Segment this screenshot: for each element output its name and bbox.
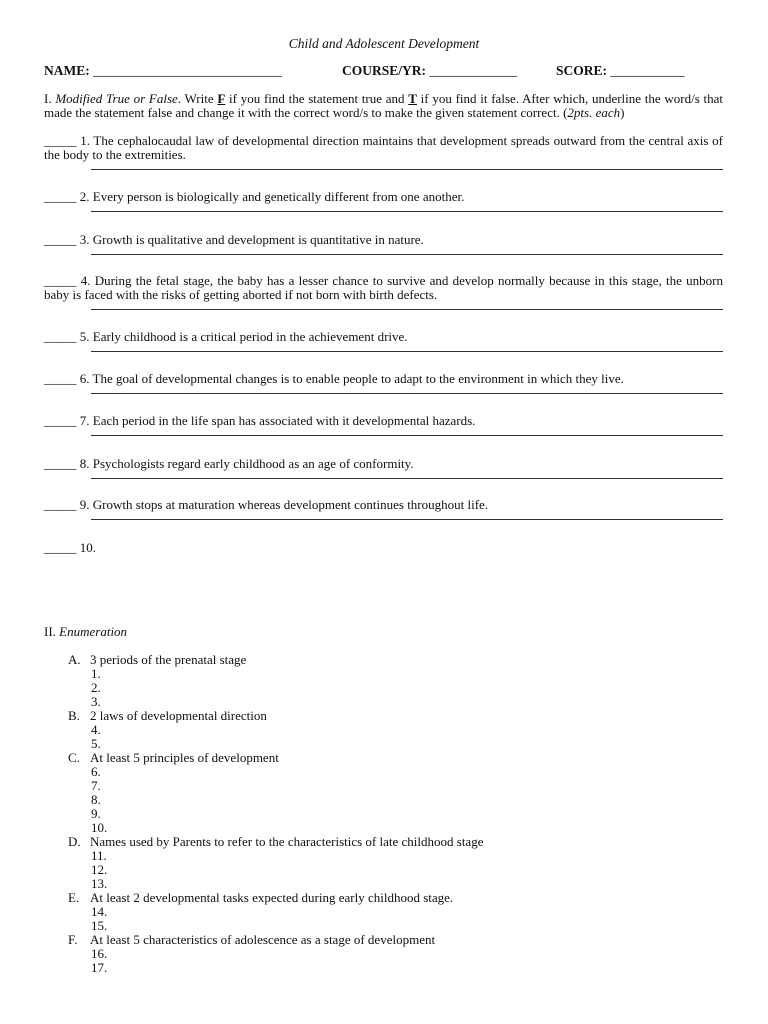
statement-text: 7. Each period in the life span has associated with it developmental hazards. (76, 413, 476, 428)
answer-line[interactable] (91, 162, 723, 170)
answer-blank[interactable]: _____ (44, 456, 77, 471)
letter-f: F (217, 91, 226, 106)
enum-answer[interactable]: 6. (91, 764, 101, 779)
category-letter: E. (68, 890, 80, 905)
statement-text: 4. During the fetal stage, the baby has a lesser chance to survive and develop normally because in this stage, the unborn baby is faced with the risks of getting aborted if not born with birth defects. (44, 273, 723, 302)
answer-blank[interactable]: _____ (44, 133, 77, 148)
category-text: 2 laws of developmental direction (90, 708, 267, 723)
answer-line[interactable] (91, 512, 723, 520)
enum-category-b (68, 709, 483, 723)
answer-blank[interactable]: _____ (44, 273, 77, 288)
tf-item-2 (44, 190, 723, 212)
statement-text: 8. Psychologists regard early childhood as an age of conformity. (76, 456, 414, 471)
enum-category-f (68, 933, 483, 947)
name-label: NAME: (44, 63, 90, 78)
enum-answer[interactable]: 11. (91, 848, 107, 863)
tf-item-5 (44, 330, 723, 352)
tf-item-9 (44, 498, 723, 520)
statement-text: 1. The cephalocaudal law of developmental direction maintains that development spreads outward from the central axis of the body to the extremities. (44, 133, 723, 162)
answer-line[interactable] (91, 302, 723, 310)
course-label: COURSE/YR: (342, 63, 427, 78)
answer-line[interactable] (91, 471, 723, 479)
category-text: 3 periods of the prenatal stage (90, 652, 247, 667)
enum-category-d (68, 835, 483, 849)
score-field[interactable] (556, 64, 685, 78)
statement-text: 3. Growth is qualitative and development is quantitative in nature. (76, 232, 424, 247)
statement-text: 5. Early childhood is a critical period in the achievement drive. (76, 329, 408, 344)
instr-part-c: if you find it false. After which, underline the word/s that made the statement false and change it with the correct word/s to make the given statement correct. ( (44, 91, 724, 120)
score-blank[interactable]: ___________ (610, 63, 685, 78)
enum-answer[interactable]: 1. (91, 666, 101, 681)
category-text: Names used by Parents to refer to the characteristics of late childhood stage (90, 834, 484, 849)
category-text: At least 2 developmental tasks expected during early childhood stage. (90, 890, 454, 905)
answer-line[interactable] (91, 386, 723, 394)
enum-answer[interactable]: 15. (91, 918, 108, 933)
enum-category-c (68, 751, 483, 765)
course-field[interactable] (342, 64, 517, 78)
enum-answer[interactable]: 5. (91, 736, 101, 751)
answer-line[interactable] (91, 204, 723, 212)
enum-answer[interactable]: 17. (91, 960, 108, 975)
tf-item-4 (44, 274, 723, 310)
answer-line[interactable] (91, 247, 723, 255)
answer-blank[interactable]: _____ (44, 189, 77, 204)
answer-blank[interactable]: _____ (44, 232, 77, 247)
name-blank[interactable]: ____________________________ (93, 63, 283, 78)
score-label: SCORE: (556, 63, 608, 78)
tf-item-7 (44, 414, 723, 436)
enum-answer[interactable]: 12. (91, 862, 108, 877)
answer-blank[interactable]: _____ (44, 413, 77, 428)
letter-t: T (408, 91, 417, 106)
enum-answer[interactable]: 7. (91, 778, 101, 793)
answer-line[interactable] (91, 428, 723, 436)
enum-answer[interactable]: 3. (91, 694, 101, 709)
enum-answer[interactable]: 9. (91, 806, 101, 821)
enum-answer[interactable]: 10. (91, 820, 108, 835)
enum-answer[interactable]: 14. (91, 904, 108, 919)
tf-item-1 (44, 134, 723, 170)
name-field[interactable] (44, 64, 282, 78)
category-letter: A. (68, 652, 81, 667)
section1-roman: I. (44, 91, 52, 106)
tf-item-6 (44, 372, 723, 394)
section2-roman: II. (44, 624, 56, 639)
section1-heading: Modified True or False (55, 91, 178, 106)
statement-text: 2. Every person is biologically and genetically different from one another. (76, 189, 465, 204)
points-note: 2pts. each (567, 105, 621, 120)
answer-blank[interactable]: _____ (44, 329, 77, 344)
tf-item-3 (44, 233, 723, 255)
enum-answer[interactable]: 2. (91, 680, 101, 695)
category-text: At least 5 characteristics of adolescence as a stage of development (90, 932, 436, 947)
category-letter: C. (68, 750, 80, 765)
category-letter: D. (68, 834, 81, 849)
enumeration-list (68, 653, 483, 975)
enum-category-a (68, 653, 483, 667)
category-text: At least 5 principles of development (90, 750, 279, 765)
section2-title: Enumeration (59, 624, 128, 639)
answer-blank[interactable]: _____ (44, 497, 77, 512)
statement-text: 9. Growth stops at maturation whereas development continues throughout life. (76, 497, 489, 512)
statement-text: 10. (76, 540, 96, 555)
answer-line[interactable] (91, 344, 723, 352)
section2-heading (44, 625, 127, 639)
enum-answer[interactable]: 16. (91, 946, 108, 961)
enum-answer[interactable]: 8. (91, 792, 101, 807)
tf-item-10 (44, 541, 723, 555)
enum-category-e (68, 891, 483, 905)
instr-part-a: . Write (177, 91, 218, 106)
enum-answer[interactable]: 4. (91, 722, 101, 737)
tf-item-8 (44, 457, 723, 479)
category-letter: B. (68, 708, 80, 723)
instr-part-d: ) (620, 105, 625, 120)
enum-answer[interactable]: 13. (91, 876, 108, 891)
answer-blank[interactable]: _____ (44, 371, 77, 386)
document-title: Child and Adolescent Development (288, 36, 480, 51)
statement-text: 6. The goal of developmental changes is to enable people to adapt to the environment in which they live. (76, 371, 624, 386)
category-letter: F. (68, 932, 78, 947)
course-blank[interactable]: _____________ (429, 63, 518, 78)
instr-part-b: if you find the statement true and (225, 91, 409, 106)
answer-blank[interactable]: _____ (44, 540, 77, 555)
section1-instructions (44, 92, 723, 120)
